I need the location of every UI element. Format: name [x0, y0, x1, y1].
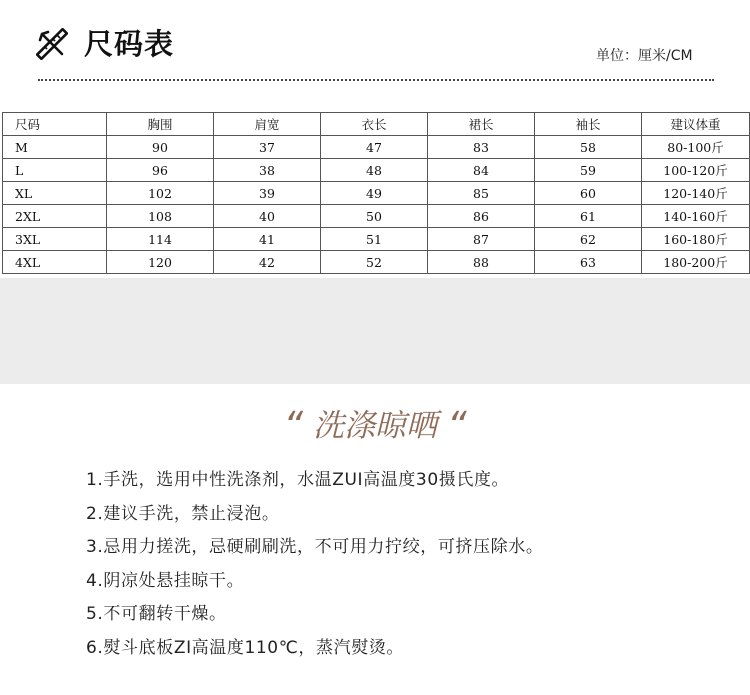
table-cell: 63	[535, 251, 642, 274]
table-cell: 87	[428, 228, 535, 251]
table-cell: 37	[214, 136, 321, 159]
table-cell: 3XL	[3, 228, 107, 251]
wash-section-title	[0, 400, 750, 448]
table-cell: 62	[535, 228, 642, 251]
table-cell: 80-100斤	[642, 136, 750, 159]
table-cell: 160-180斤	[642, 228, 750, 251]
table-cell: 41	[214, 228, 321, 251]
table-cell: 86	[428, 205, 535, 228]
table-cell: 50	[321, 205, 428, 228]
table-cell: 4XL	[3, 251, 107, 274]
table-cell: 38	[214, 159, 321, 182]
column-header: 胸围	[107, 113, 214, 136]
unit-label: 单位：厘米/CM	[596, 48, 693, 64]
column-header: 尺码	[3, 113, 107, 136]
table-cell: 120	[107, 251, 214, 274]
table-cell: L	[3, 159, 107, 182]
table-cell: 120-140斤	[642, 182, 750, 205]
table-cell: 48	[321, 159, 428, 182]
table-cell: 108	[107, 205, 214, 228]
care-item: 3.忌用力搓洗，忌硬刷刷洗，不可用力拧绞，可挤压除水。	[86, 537, 544, 558]
gray-band	[0, 278, 750, 384]
table-cell: 60	[535, 182, 642, 205]
column-header: 建议体重	[642, 113, 750, 136]
dotted-divider	[38, 79, 714, 81]
table-cell: 59	[535, 159, 642, 182]
table-cell: 83	[428, 136, 535, 159]
table-cell: 61	[535, 205, 642, 228]
table-cell: 90	[107, 136, 214, 159]
table-cell: 52	[321, 251, 428, 274]
wash-title-text: 洗涤晾晒	[313, 408, 437, 444]
care-item: 2.建议手洗，禁止浸泡。	[86, 503, 280, 524]
table-cell: 96	[107, 159, 214, 182]
table-cell: 140-160斤	[642, 205, 750, 228]
table-cell: 85	[428, 182, 535, 205]
table-cell: 49	[321, 182, 428, 205]
table-row	[3, 228, 750, 251]
table-row	[3, 205, 750, 228]
column-header: 衣长	[321, 113, 428, 136]
table-cell: 40	[214, 205, 321, 228]
care-instructions-list	[86, 464, 543, 666]
care-item: 1.手洗，选用中性洗涤剂，水温ZUI高温度30摄氏度。	[86, 470, 510, 490]
column-header: 肩宽	[214, 113, 321, 136]
table-row	[3, 251, 750, 274]
header	[0, 0, 750, 90]
page-title: 尺码表	[84, 27, 175, 61]
table-header-row	[3, 113, 750, 136]
table-cell: 58	[535, 136, 642, 159]
table-cell: 2XL	[3, 205, 107, 228]
size-chart-table	[2, 112, 750, 274]
column-header: 袖长	[535, 113, 642, 136]
table-cell: 39	[214, 182, 321, 205]
close-quote: “	[447, 404, 467, 448]
table-cell: 84	[428, 159, 535, 182]
table-cell: XL	[3, 182, 107, 205]
table-cell: 88	[428, 251, 535, 274]
table-cell: 114	[107, 228, 214, 251]
table-cell: M	[3, 136, 107, 159]
table-cell: 102	[107, 182, 214, 205]
table-cell: 100-120斤	[642, 159, 750, 182]
table-cell: 47	[321, 136, 428, 159]
open-quote: “	[283, 404, 303, 448]
table-row	[3, 159, 750, 182]
table-cell: 180-200斤	[642, 251, 750, 274]
table-cell: 42	[214, 251, 321, 274]
column-header: 裙长	[428, 113, 535, 136]
ruler-pencil-icon	[36, 28, 68, 60]
table-row	[3, 136, 750, 159]
care-item: 5.不可翻转干燥。	[86, 604, 227, 625]
table-cell: 51	[321, 228, 428, 251]
care-item: 4.阴凉处悬挂晾干。	[86, 570, 245, 591]
table-row	[3, 182, 750, 205]
care-item: 6.熨斗底板ZI高温度110℃，蒸汽熨烫。	[86, 637, 405, 658]
